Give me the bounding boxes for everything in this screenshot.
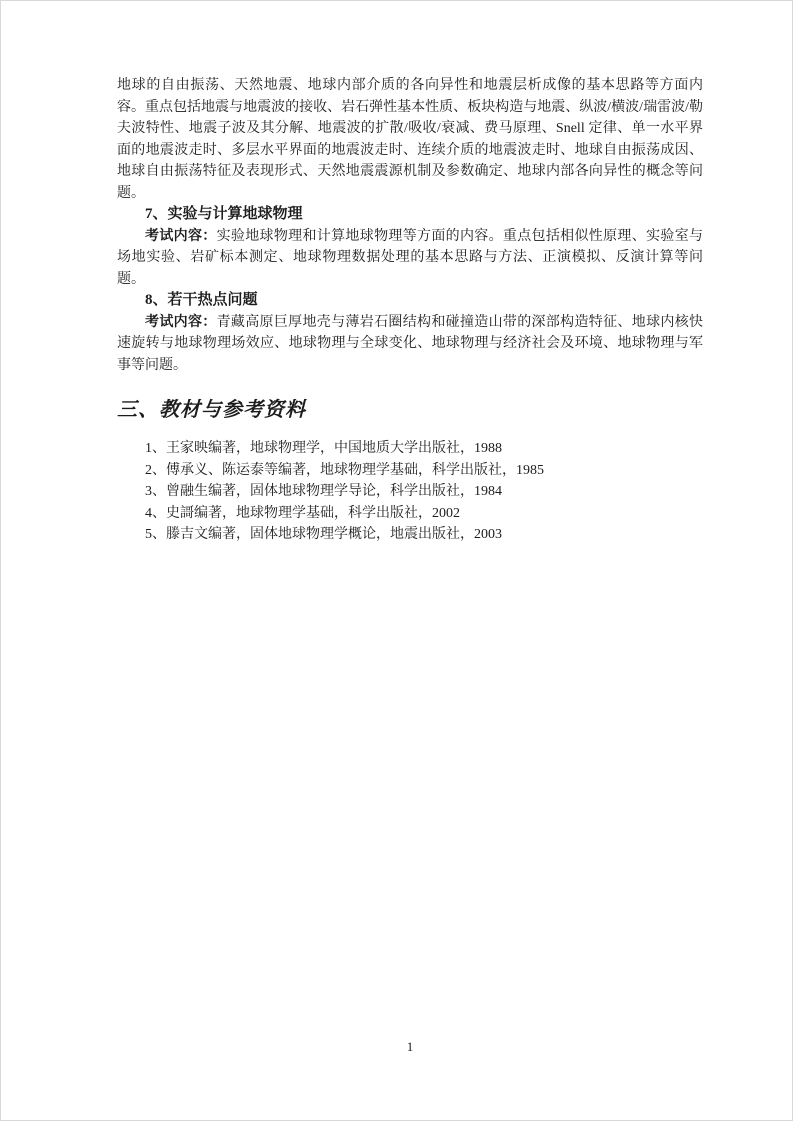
section-7-heading: 7、实验与计算地球物理 <box>145 206 303 222</box>
page-number: 1 <box>406 1039 414 1054</box>
section-7-exam-content-label: 考试内容： <box>145 228 217 244</box>
section-8-content-text: 青藏高原巨厚地壳与薄岩石圈结构和碰撞造山带的深部构造特征、地球内核快速旋转与地球物理场效应、地球物理与全球变化、地球物理与经济社会及环境、地球物理与军事等问题。 <box>117 314 704 373</box>
reference-item: 5、滕吉文编著，固体地球物理学概论，地震出版社，2003 <box>145 527 502 543</box>
reference-item: 1、王家映编著，地球物理学，中国地质大学出版社，1988 <box>145 441 502 456</box>
section-7-paragraph <box>117 226 703 291</box>
section-8-paragraph <box>117 312 703 377</box>
reference-item: 4、史謌编著，地球物理学基础，科学出版社，2002 <box>145 505 460 521</box>
reference-item: 3、曾融生编著，固体地球物理学导论，科学出版社，1984 <box>145 484 502 500</box>
references-list <box>117 438 703 546</box>
section-7-content-text: 实验地球物理和计算地球物理等方面的内容。重点包括相似性原理、实验室与场地实验、岩矿标本测定、地球物理数据处理的基本思路与方法、正演模拟、反演计算等问题。 <box>117 228 704 287</box>
reference-item: 2、傅承义、陈运泰等编著，地球物理学基础，科学出版社，1985 <box>145 462 544 478</box>
references-heading: 三、教材与参考资料 <box>117 399 306 421</box>
section-8-heading: 8、若干热点问题 <box>145 292 258 308</box>
section-8-exam-content-label: 考试内容： <box>145 314 217 330</box>
document-content <box>117 75 703 546</box>
continuation-paragraph: 地球的自由振荡、天然地震、地球内部介质的各向异性和地震层析成像的基本思路等方面内容。重点包括地震与地震波的接收、岩石弹性基本性质、板块构造与地震、纵波/横波/瑞雷波/勒夫波特性、地震子波及其分解、地震波的扩散/吸收/衰减、费马原理、Snell 定律、单一水平界面的地震波走时、多层水平界面的地震波走时、连续介质的地震波走时、地球自由振荡成因、地球自由振荡特征及表现形式、天然地震震源机制及参数确定、地球内部各向异性的概念等问题。 <box>117 78 703 201</box>
